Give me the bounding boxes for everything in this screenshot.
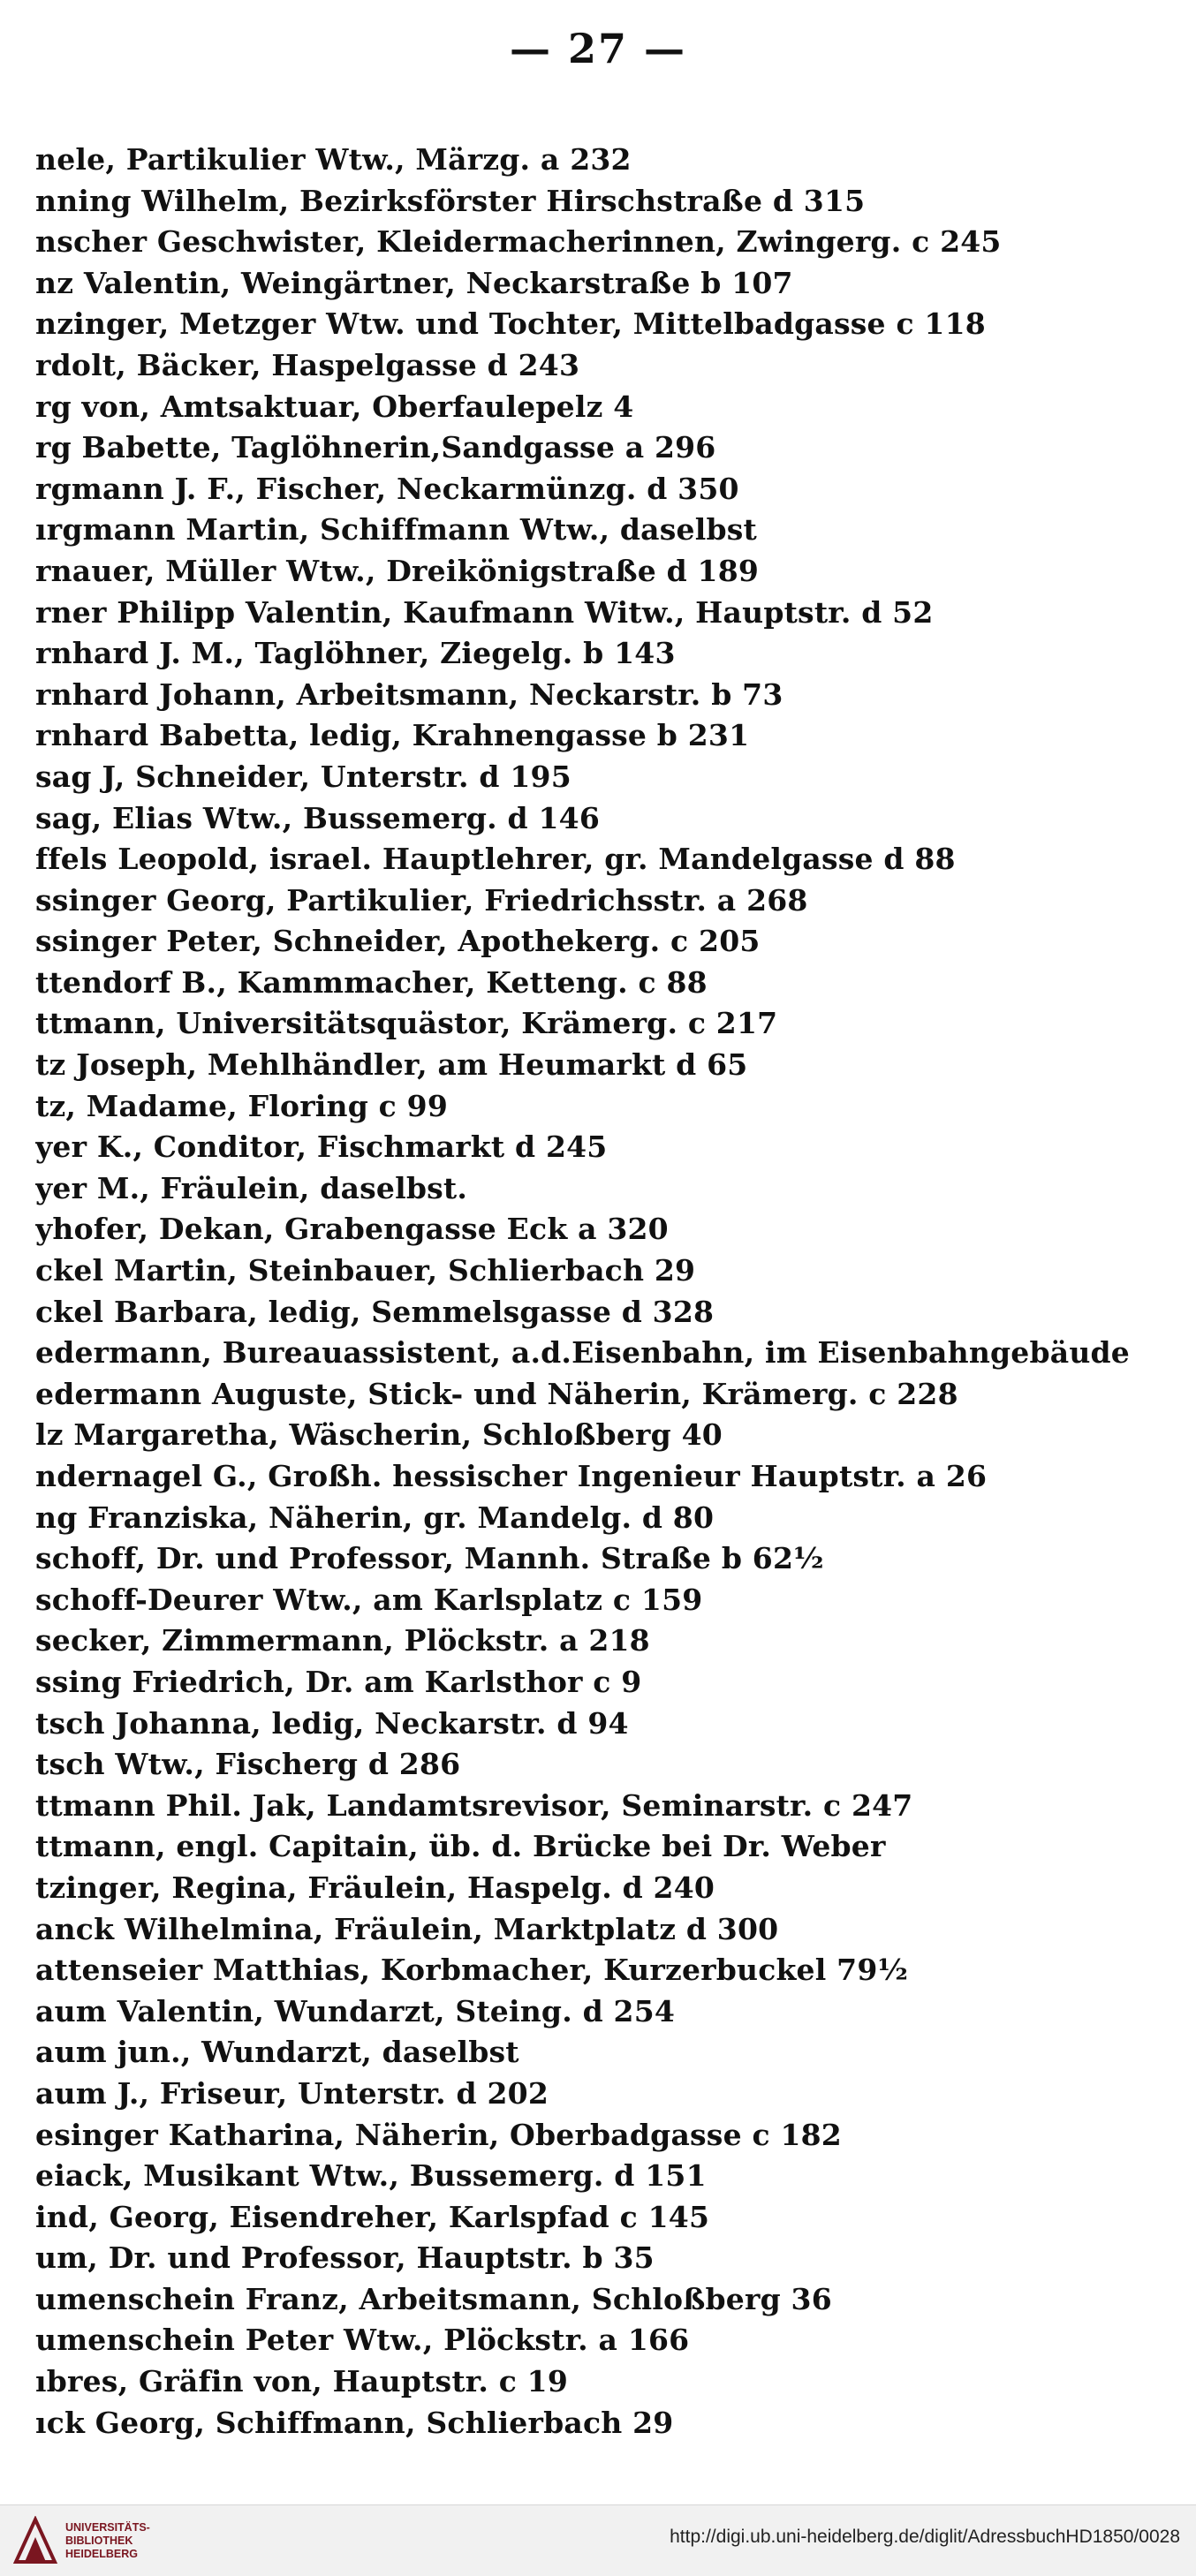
footer-bar — [0, 2504, 1196, 2576]
address-entry: rnhard J. M., Taglöhner, Ziegelg. b 143 — [35, 636, 676, 671]
address-entry: yer M., Fräulein, daselbst. — [35, 1170, 468, 1205]
address-entry: aum J., Friseur, Unterstr. d 202 — [35, 2075, 549, 2111]
address-entry: tz Joseph, Mehlhändler, am Heumarkt d 65 — [35, 1047, 748, 1083]
logo-line: HEIDELBERG — [65, 2547, 138, 2560]
address-entry: sag J, Schneider, Unterstr. d 195 — [35, 759, 572, 794]
address-entry: aum jun., Wundarzt, daselbst — [35, 2035, 519, 2070]
address-entry: tz, Madame, Floring c 99 — [35, 1088, 448, 1123]
library-logo-text — [65, 2521, 150, 2561]
address-entry: edermann, Bureauassistent, a.d.Eisenbahn, im Eisenbahngebäude — [35, 1335, 1131, 1371]
address-entry: ssinger Peter, Schneider, Apothekerg. c 205 — [35, 924, 761, 959]
address-entry: eiack, Musikant Wtw., Bussemerg. d 151 — [35, 2158, 707, 2194]
address-entry: secker, Zimmermann, Plöckstr. a 218 — [35, 1623, 650, 1658]
address-entry: schoff, Dr. und Professor, Mannh. Straße b 62½ — [35, 1541, 824, 1576]
library-logo-icon — [12, 2516, 58, 2565]
address-entry: rnauer, Müller Wtw., Dreikönigstraße d 189 — [35, 553, 760, 588]
address-entry: ıck Georg, Schiffmann, Schlierbach 29 — [35, 2405, 674, 2440]
address-entry: rgmann J. F., Fischer, Neckarmünzg. d 350 — [35, 471, 739, 506]
address-entry: ırgmann Martin, Schiffmann Wtw., daselbst — [35, 512, 757, 548]
address-entry: nz Valentin, Weingärtner, Neckarstraße b 107 — [35, 265, 793, 300]
address-entry: ng Franziska, Näherin, gr. Mandelg. d 80 — [35, 1500, 715, 1535]
address-entry: ssinger Georg, Partikulier, Friedrichsstr. a 268 — [35, 882, 808, 918]
address-entry: aum Valentin, Wundarzt, Steing. d 254 — [35, 1993, 676, 2028]
address-entry: ttendorf B., Kammmacher, Ketteng. c 88 — [35, 964, 708, 1000]
address-entry: ckel Martin, Steinbauer, Schlierbach 29 — [35, 1253, 696, 1288]
address-entry: rnhard Babetta, ledig, Krahnengasse b 231 — [35, 718, 750, 753]
logo-line: UNIVERSITÄTS- — [65, 2520, 150, 2534]
address-entry: ind, Georg, Eisendreher, Karlspfad c 145 — [35, 2199, 710, 2234]
source-url-link[interactable]: http://digi.ub.uni-heidelberg.de/diglit/AdressbuchHD1850/0028 — [670, 2527, 1180, 2547]
address-entry: rner Philipp Valentin, Kaufmann Witw., Hauptstr. d 52 — [35, 594, 934, 630]
logo-line: BIBLIOTHEK — [65, 2534, 133, 2547]
address-entry: tsch Wtw., Fischerg d 286 — [35, 1747, 461, 1782]
address-entry: tzinger, Regina, Fräulein, Haspelg. d 240 — [35, 1870, 715, 1905]
library-logo[interactable] — [12, 2516, 150, 2565]
address-entry: yer K., Conditor, Fischmarkt d 245 — [35, 1129, 608, 1165]
address-entry: nning Wilhelm, Bezirksförster Hirschstraße d 315 — [35, 183, 866, 218]
address-entry: nele, Partikulier Wtw., Märzg. a 232 — [35, 142, 632, 177]
address-entry: ffels Leopold, israel. Hauptlehrer, gr. Mandelgasse d 88 — [35, 842, 956, 877]
address-entry: attenseier Matthias, Korbmacher, Kurzerbuckel 79½ — [35, 1953, 909, 1988]
address-entry-list — [35, 140, 1157, 2444]
address-entry: ıbres, Gräfin von, Hauptstr. c 19 — [35, 2364, 569, 2399]
address-entry: ttmann, Universitätsquästor, Krämerg. c 217 — [35, 1006, 778, 1041]
address-entry: ndernagel G., Großh. hessischer Ingenieur Hauptstr. a 26 — [35, 1459, 988, 1493]
address-entry: rdolt, Bäcker, Haspelgasse d 243 — [35, 347, 580, 382]
address-entry: esinger Katharina, Näherin, Oberbadgasse c 182 — [35, 2117, 842, 2152]
address-entry: lz Margaretha, Wäscherin, Schloßberg 40 — [35, 1417, 723, 1453]
address-entry: ttmann Phil. Jak, Landamtsrevisor, Seminarstr. c 247 — [35, 1787, 913, 1823]
address-entry: ckel Barbara, ledig, Semmelsgasse d 328 — [35, 1294, 715, 1329]
address-entry: ssing Friedrich, Dr. am Karlsthor c 9 — [35, 1664, 642, 1699]
address-entry: rg von, Amtsaktuar, Oberfaulepelz 4 — [35, 389, 634, 424]
address-entry: anck Wilhelmina, Fräulein, Marktplatz d 300 — [35, 1911, 779, 1946]
address-entry: edermann Auguste, Stick- und Näherin, Krämerg. c 228 — [35, 1376, 958, 1411]
page-number-header: — 27 — — [509, 25, 687, 72]
address-entry: nzinger, Metzger Wtw. und Tochter, Mittelbadgasse c 118 — [35, 306, 986, 342]
address-entry: um, Dr. und Professor, Hauptstr. b 35 — [35, 2240, 655, 2276]
address-entry: sag, Elias Wtw., Bussemerg. d 146 — [35, 800, 600, 835]
address-entry: rnhard Johann, Arbeitsmann, Neckarstr. b 73 — [35, 676, 783, 712]
address-entry: umenschein Peter Wtw., Plöckstr. a 166 — [35, 2323, 690, 2358]
address-entry: ttmann, engl. Capitain, üb. d. Brücke bei Dr. Weber — [35, 1829, 886, 1864]
address-entry: nscher Geschwister, Kleidermacherinnen, Zwingerg. c 245 — [35, 224, 1002, 260]
address-entry: umenschein Franz, Arbeitsmann, Schloßberg 36 — [35, 2281, 832, 2316]
address-entry: rg Babette, Taglöhnerin,Sandgasse a 296 — [35, 430, 716, 465]
address-entry: tsch Johanna, ledig, Neckarstr. d 94 — [35, 1705, 629, 1741]
address-entry: yhofer, Dekan, Grabengasse Eck a 320 — [35, 1212, 669, 1247]
address-entry: schoff-Deurer Wtw., am Karlsplatz c 159 — [35, 1582, 703, 1617]
